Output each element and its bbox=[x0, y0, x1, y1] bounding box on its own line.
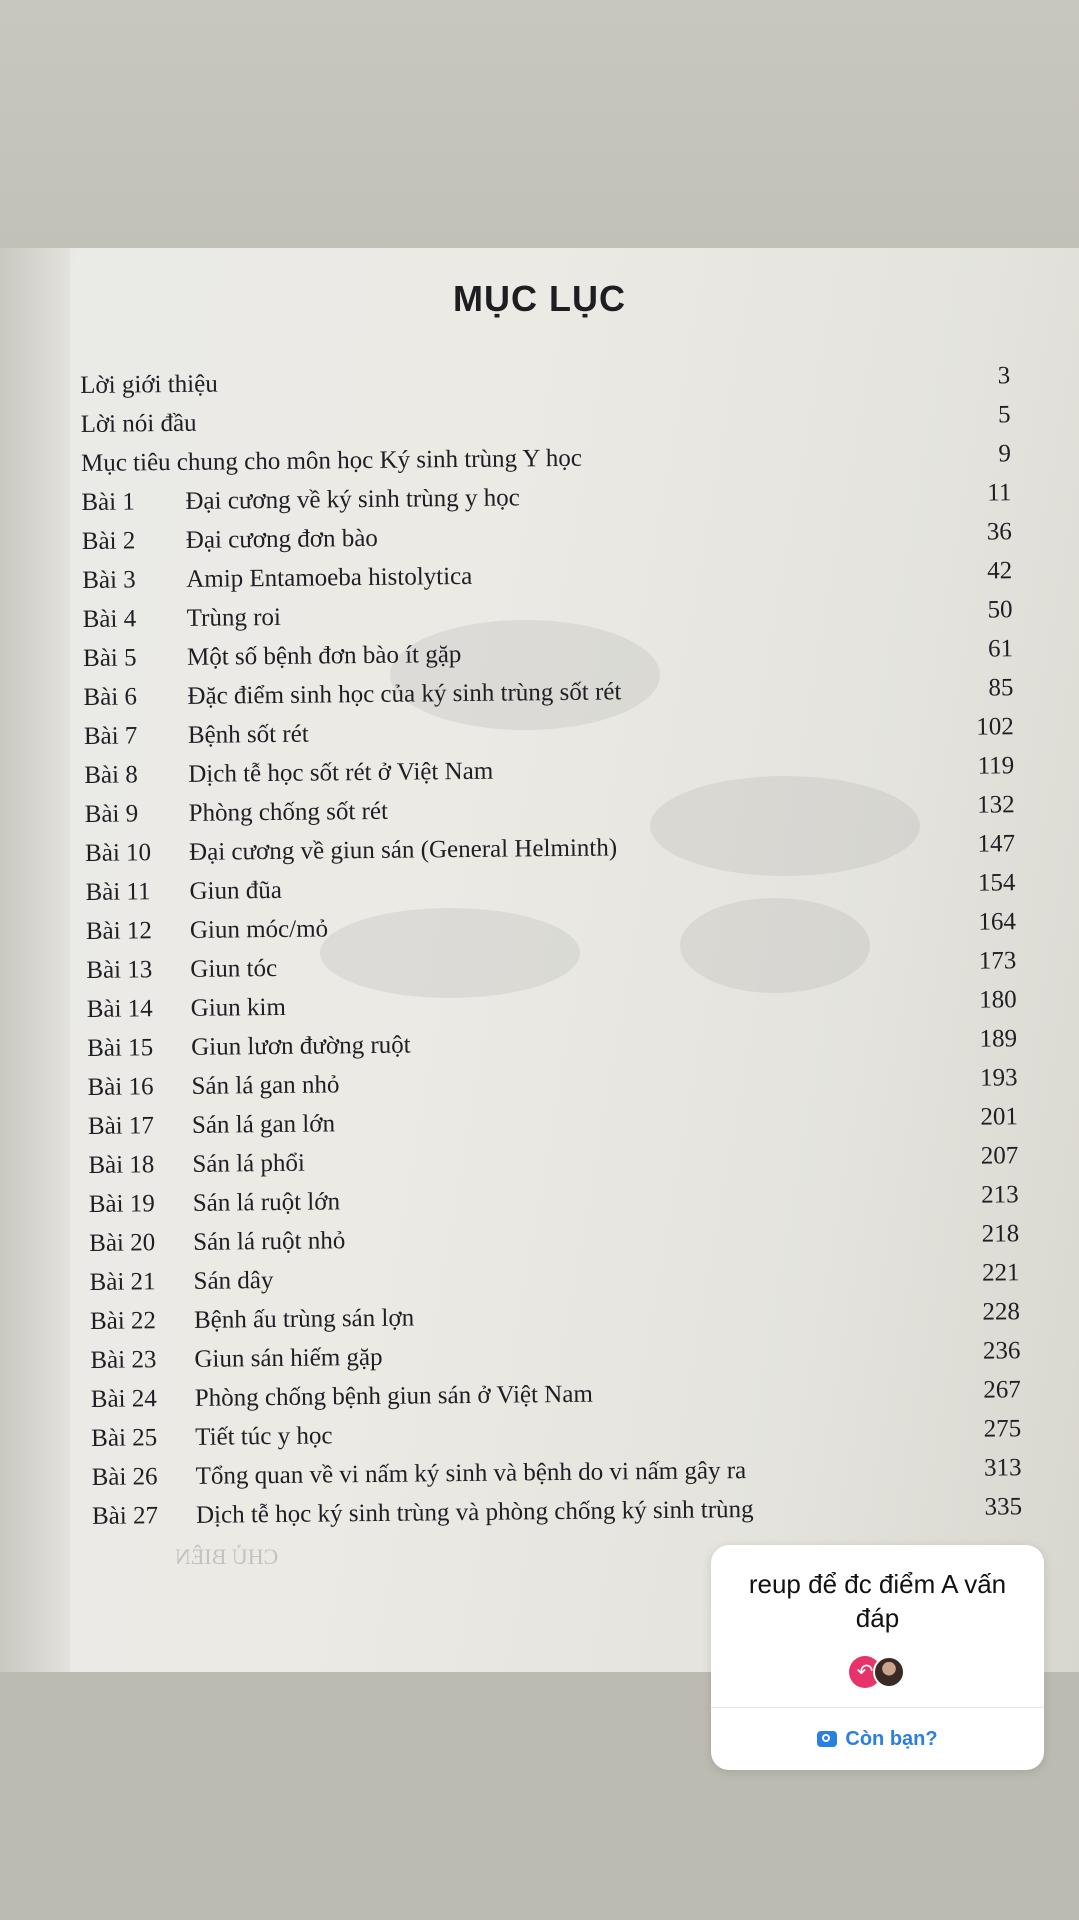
toc-lesson-number: Bài 18 bbox=[88, 1151, 155, 1179]
toc-page-number: 9 bbox=[998, 440, 1012, 468]
toc-page-number: 313 bbox=[983, 1454, 1022, 1482]
toc-page-number: 11 bbox=[987, 479, 1012, 507]
toc-entry-title: Giun móc/mỏ bbox=[189, 915, 329, 944]
toc-entry-title: Phòng chống sốt rét bbox=[188, 797, 389, 827]
toc-lesson-number: Bài 20 bbox=[89, 1229, 156, 1257]
toc-entry-title: Tổng quan về vi nấm ký sinh và bệnh do vi nấm gây ra bbox=[195, 1457, 747, 1490]
toc-page-number: 5 bbox=[997, 401, 1011, 429]
avatar bbox=[873, 1656, 905, 1688]
table-of-contents bbox=[80, 356, 1022, 1536]
toc-entry-title: Dịch tễ học ký sinh trùng và phòng chống ký sinh trùng bbox=[195, 1496, 754, 1529]
toc-page-number: 189 bbox=[979, 1025, 1018, 1053]
toc-entry-title: Đặc điểm sinh học của ký sinh trùng sốt rét bbox=[187, 678, 622, 710]
toc-lesson-number: Bài 17 bbox=[87, 1112, 155, 1140]
toc-entry-title: Sán dây bbox=[193, 1267, 274, 1295]
toc-entry-title: Sán lá ruột lớn bbox=[192, 1188, 341, 1217]
toc-entry-title: Phòng chống bệnh giun sán ở Việt Nam bbox=[194, 1380, 593, 1412]
toc-entry-title: Đại cương về ký sinh trùng y học bbox=[185, 484, 520, 515]
story-reply-card[interactable] bbox=[711, 1545, 1044, 1770]
toc-entry-title: Lời nói đầu bbox=[80, 409, 197, 438]
toc-entry-title: Sán lá gan lớn bbox=[191, 1110, 336, 1139]
toc-lesson-number: Bài 26 bbox=[91, 1463, 158, 1491]
toc-entry-title: Giun lươn đường ruột bbox=[190, 1031, 411, 1061]
toc-lesson-number: Bài 21 bbox=[89, 1268, 156, 1296]
toc-entry-title: Trùng roi bbox=[186, 603, 282, 632]
toc-page-number: 164 bbox=[978, 908, 1017, 936]
toc-lesson-number: Bài 7 bbox=[83, 722, 138, 750]
toc-entry-title: Giun đũa bbox=[189, 876, 283, 905]
toc-lesson-number: Bài 8 bbox=[84, 761, 138, 789]
avatar-group bbox=[849, 1654, 919, 1690]
toc-lesson-number: Bài 22 bbox=[89, 1307, 157, 1335]
toc-lesson-number: Bài 1 bbox=[81, 488, 136, 516]
toc-entry-title: Đại cương về giun sán (General Helminth) bbox=[188, 834, 618, 866]
toc-page-number: 201 bbox=[980, 1103, 1019, 1131]
toc-page-number: 267 bbox=[983, 1376, 1021, 1404]
toc-page-number: 42 bbox=[987, 557, 1013, 585]
toc-entry-title: Lời giới thiệu bbox=[80, 370, 218, 399]
toc-entry-title: Mục tiêu chung cho môn học Ký sinh trùng Y học bbox=[80, 444, 582, 477]
toc-lesson-number: Bài 9 bbox=[84, 800, 139, 828]
toc-page-number: 275 bbox=[983, 1415, 1022, 1443]
toc-entry-title: Bệnh sốt rét bbox=[187, 720, 309, 749]
toc-lesson-number: Bài 16 bbox=[87, 1073, 154, 1101]
toc-entry-title: Dịch tễ học sốt rét ở Việt Nam bbox=[188, 757, 494, 788]
toc-page-number: 102 bbox=[976, 713, 1014, 741]
toc-lesson-number: Bài 5 bbox=[82, 644, 137, 672]
toc-lesson-number: Bài 27 bbox=[91, 1502, 159, 1530]
toc-entry-title: Một số bệnh đơn bào ít gặp bbox=[186, 641, 462, 671]
toc-entry-title: Amip Entamoeba histolytica bbox=[186, 562, 473, 593]
toc-lesson-number: Bài 19 bbox=[88, 1190, 155, 1218]
toc-entry-title: Sán lá phổi bbox=[192, 1149, 306, 1178]
toc-lesson-number: Bài 11 bbox=[85, 878, 151, 906]
toc-lesson-number: Bài 13 bbox=[86, 956, 153, 984]
toc-page-number: 228 bbox=[982, 1298, 1021, 1326]
toc-page-number: 132 bbox=[977, 791, 1015, 819]
toc-entry-title: Đại cương đơn bào bbox=[185, 524, 378, 554]
toc-page-number: 154 bbox=[977, 869, 1016, 897]
toc-entry-title: Tiết túc y học bbox=[195, 1422, 333, 1451]
toc-lesson-number: Bài 4 bbox=[82, 605, 137, 633]
toc-lesson-number: Bài 12 bbox=[85, 917, 153, 945]
toc-page-number: 61 bbox=[987, 635, 1014, 663]
toc-page-number: 213 bbox=[981, 1181, 1019, 1209]
show-through-signature: CHỦ BIÊN bbox=[175, 1544, 279, 1569]
toc-lesson-number: Bài 25 bbox=[91, 1424, 158, 1452]
your-turn-button[interactable] bbox=[711, 1708, 1044, 1770]
toc-page-number: 85 bbox=[988, 674, 1014, 702]
toc-entry-title: Sán lá ruột nhỏ bbox=[193, 1227, 346, 1256]
page-title: MỤC LỤC bbox=[453, 278, 626, 319]
story-card-text: reup để đc điểm A vấn đáp bbox=[748, 1569, 1007, 1633]
toc-lesson-number: Bài 15 bbox=[87, 1034, 154, 1062]
toc-page-number: 50 bbox=[987, 596, 1013, 624]
toc-entry-title: Giun kim bbox=[190, 993, 287, 1022]
camera-icon bbox=[817, 1731, 837, 1747]
toc-lesson-number: Bài 23 bbox=[90, 1346, 157, 1374]
toc-entry-title: Sán lá gan nhỏ bbox=[191, 1071, 340, 1100]
toc-page-number: 207 bbox=[980, 1142, 1019, 1170]
toc-page-number: 173 bbox=[978, 947, 1017, 975]
toc-lesson-number: Bài 6 bbox=[83, 683, 138, 711]
toc-entry bbox=[92, 1487, 1022, 1536]
toc-entry-title: Giun sán hiếm gặp bbox=[194, 1343, 383, 1373]
toc-entry-title: Giun tóc bbox=[190, 954, 278, 983]
toc-page-number: 193 bbox=[979, 1064, 1018, 1092]
toc-page-number: 147 bbox=[977, 830, 1016, 858]
toc-lesson-number: Bài 10 bbox=[84, 839, 152, 867]
toc-entry-title: Bệnh ấu trùng sán lợn bbox=[193, 1304, 415, 1334]
page-binding-edge bbox=[0, 248, 70, 1672]
toc-lesson-number: Bài 3 bbox=[82, 566, 136, 594]
toc-page-number: 180 bbox=[979, 986, 1017, 1014]
toc-page-number: 119 bbox=[977, 752, 1015, 780]
toc-lesson-number: Bài 2 bbox=[81, 527, 136, 555]
book-page-photo bbox=[0, 248, 1079, 1672]
toc-lesson-number: Bài 24 bbox=[90, 1385, 157, 1413]
toc-page-number: 36 bbox=[986, 518, 1012, 546]
toc-page-number: 236 bbox=[982, 1337, 1021, 1365]
toc-page-number: 218 bbox=[981, 1220, 1020, 1248]
your-turn-label: Còn bạn? bbox=[845, 1727, 938, 1750]
reply-arrow-icon: ↶ bbox=[849, 1656, 881, 1688]
toc-page-number: 221 bbox=[981, 1259, 1020, 1287]
toc-lesson-number: Bài 14 bbox=[86, 995, 153, 1023]
toc-page-number: 335 bbox=[984, 1493, 1023, 1521]
background-top bbox=[0, 0, 1079, 248]
toc-page-number: 3 bbox=[997, 362, 1011, 390]
